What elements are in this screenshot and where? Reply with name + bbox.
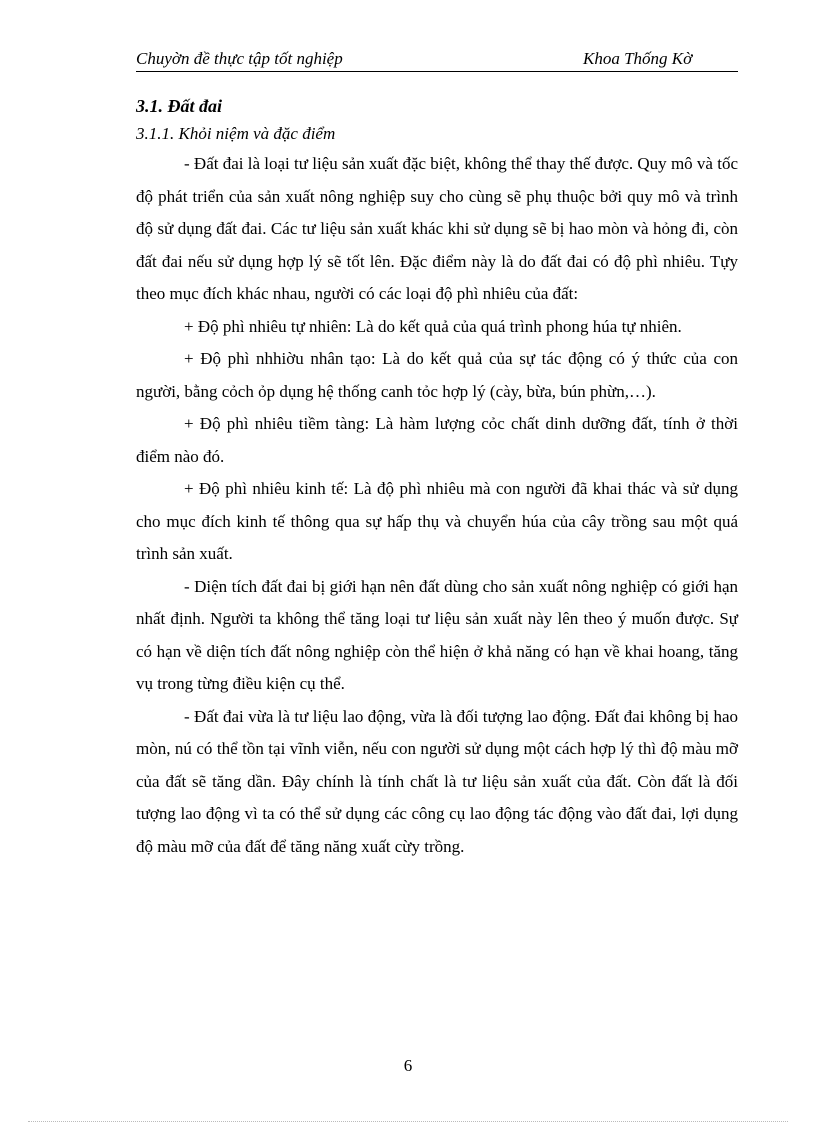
page-number: 6 [403, 1056, 413, 1075]
paragraph: + Độ phì nhhiờu nhân tạo: Là do kết quả của sự tác động có ý thức của con người, bằng cỏch ỏp dụng hệ thống canh tỏc hợp lý (cày, bừa, bún phừn,…). [136, 349, 738, 401]
paragraph: - Diện tích đất đai bị giới hạn nên đất dùng cho sản xuất nông nghiệp có giới hạn nhất định. Người ta không thể tăng loại tư liệu sản xuất này lên theo ý muốn được. Sự có hạn về diện tích đất nông nghiệp còn thể hiện ở khả năng có hạn về khai hoang, tăng vụ trong từng điều kiện cụ thể. [136, 576, 738, 693]
subsection-title: 3.1.1. Khỏi niệm và đặc điểm [136, 124, 336, 143]
page-bottom-divider [28, 1121, 788, 1122]
section-title: 3.1. Đất đai [136, 96, 223, 116]
page-body [136, 92, 738, 863]
paragraph: - Đất đai vừa là tư liệu lao động, vừa là đối tượng lao động. Đất đai không bị hao mòn, nú có thể tồn tại vĩnh viễn, nếu con người sử dụng một cách hợp lý thì độ màu mỡ của đất sẽ tăng dần. Đây chính là tính chất là tư liệu sản xuất của đất. Còn đất là đối tượng lao động vì ta có thể sử dụng các công cụ lao động tác động vào đất đai, lợi dụng độ màu mỡ của đất để tăng năng xuất cừy trồng. [136, 706, 738, 856]
paragraph: + Độ phì nhiêu tiềm tàng: Là hàm lượng cỏc chất dinh dưỡng đất, tính ở thời điểm nào đó. [136, 414, 738, 466]
header-right-text: Khoa Thống Kờ [583, 49, 693, 68]
page-header [136, 47, 738, 72]
paragraph: - Đất đai là loại tư liệu sản xuất đặc biệt, không thể thay thế được. Quy mô và tốc độ phát triển của sản xuất nông nghiệp suy cho cùng sẽ phụ thuộc bởi quy mô và trình độ sử dụng đất đai. Các tư liệu sản xuất khác khi sử dụng sẽ bị hao mòn và hỏng đi, còn đất đai nếu sử dụng hợp lý sẽ tốt lên. Đặc điểm này là do đất đai có độ phì nhiêu. Tựy theo mục đích khác nhau, người có các loại độ phì nhiêu của đất: [136, 154, 738, 303]
paragraph: + Độ phì nhiêu tự nhiên: Là do kết quả của quá trình phong húa tự nhiên. [184, 316, 682, 336]
header-left-text: Chuyờn đề thực tập tốt nghiệp [136, 49, 343, 68]
paragraph: + Độ phì nhiêu kinh tế: Là độ phì nhiêu mà con người đã khai thác và sử dụng cho mục đích kinh tế thông qua sự hấp thụ và chuyển húa của cây trồng sau một quá trình sản xuất. [136, 479, 738, 563]
